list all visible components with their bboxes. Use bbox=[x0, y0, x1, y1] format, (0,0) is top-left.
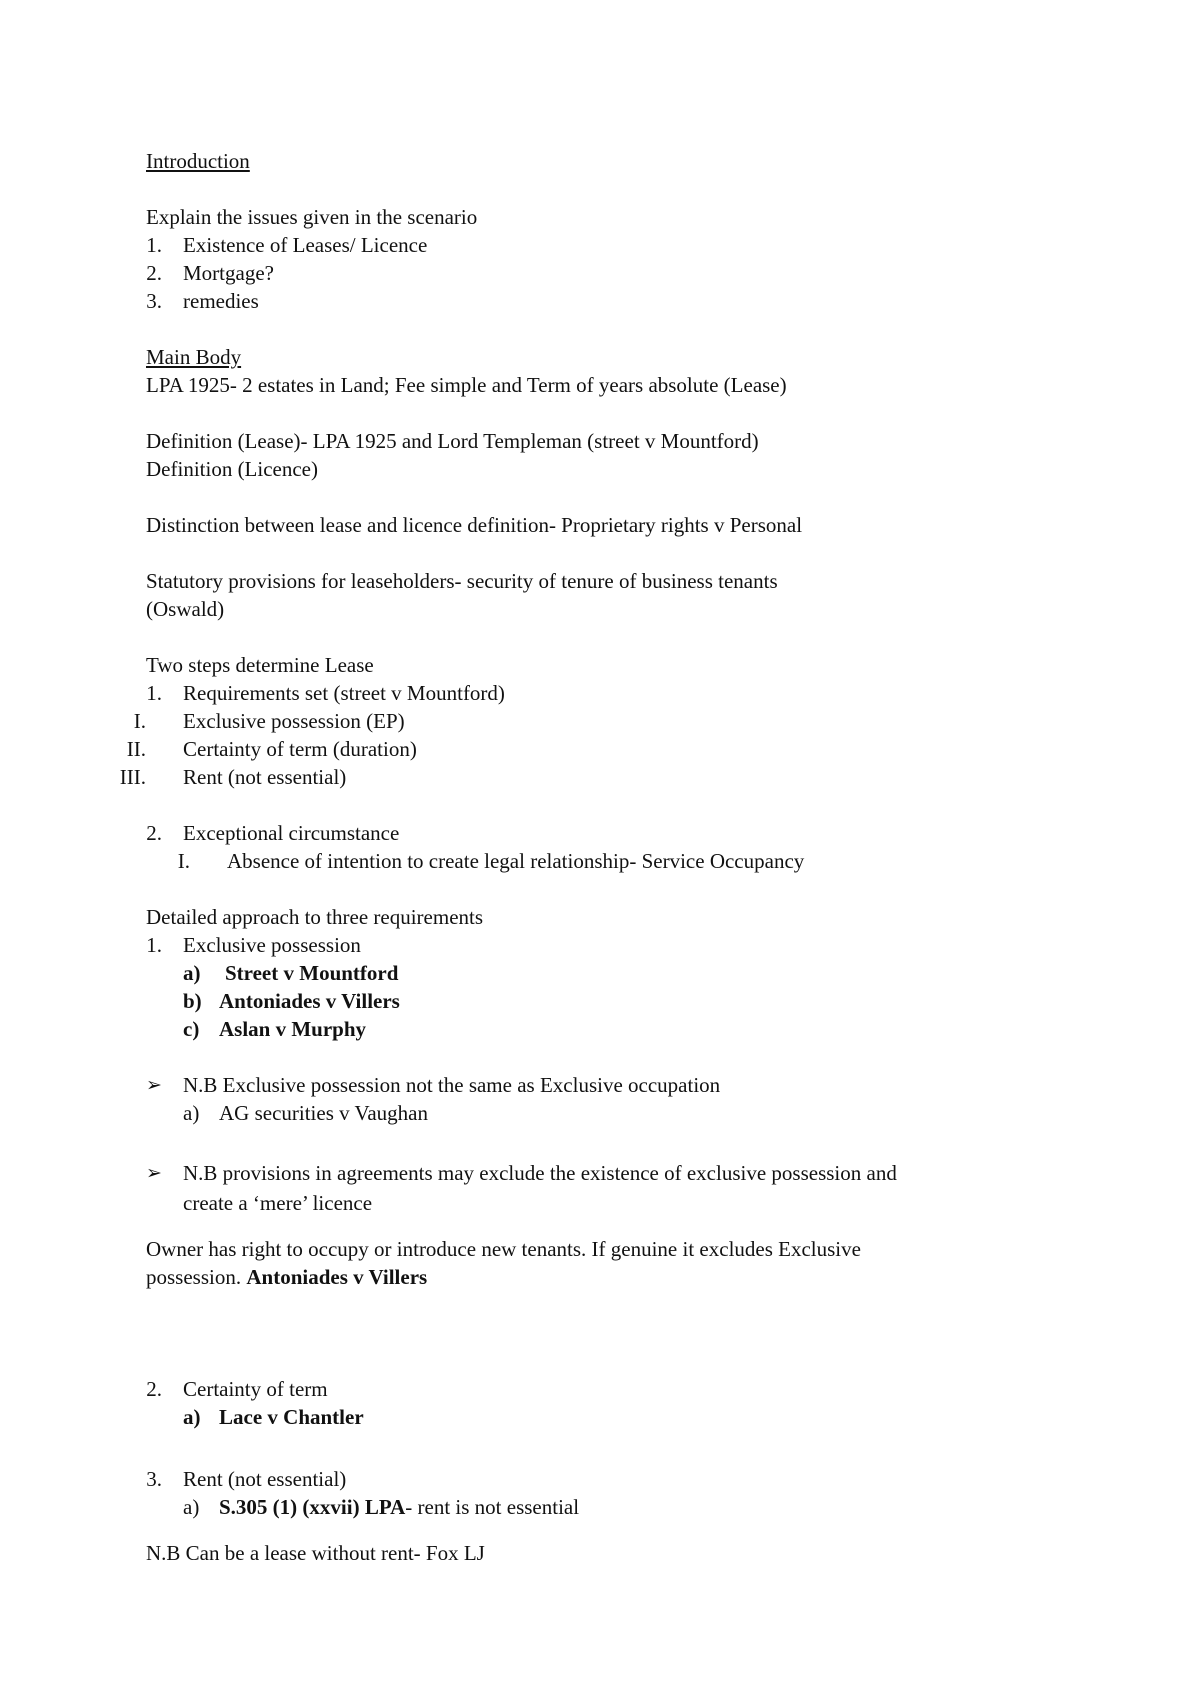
definition-lease: Definition (Lease)- LPA 1925 and Lord Templeman (street v Mountford) bbox=[146, 429, 759, 453]
list-marker: 3. bbox=[146, 289, 162, 313]
list-item: Certainty of term bbox=[183, 1377, 328, 1401]
case-marker: b) bbox=[183, 989, 202, 1013]
list-item: Rent (not essential) bbox=[183, 1467, 347, 1491]
note-line-cont: create a ‘mere’ licence bbox=[183, 1191, 373, 1215]
intro-heading: Introduction bbox=[146, 149, 250, 173]
list-item: Absence of intention to create legal relationship- Service Occupancy bbox=[227, 849, 805, 873]
distinction-line: Distinction between lease and licence definition- Proprietary rights v Personal bbox=[146, 513, 803, 537]
case-name: Antoniades v Villers bbox=[219, 989, 400, 1013]
intro-lead: Explain the issues given in the scenario bbox=[146, 205, 478, 229]
case-marker: a) bbox=[183, 1101, 200, 1125]
owner-line: Owner has right to occupy or introduce new tenants. If genuine it excludes Exclusive bbox=[146, 1237, 861, 1261]
list-marker: 1. bbox=[146, 681, 162, 705]
list-item: Mortgage? bbox=[183, 261, 274, 285]
case-name: Aslan v Murphy bbox=[219, 1017, 367, 1041]
list-item: remedies bbox=[183, 289, 259, 313]
case-marker: a) bbox=[183, 1405, 201, 1429]
statute-text: - rent is not essential bbox=[405, 1495, 580, 1519]
owner-text: possession. bbox=[146, 1265, 247, 1289]
list-item: Rent (not essential) bbox=[183, 765, 347, 789]
list-item: Exceptional circumstance bbox=[183, 821, 400, 845]
list-item: Existence of Leases/ Licence bbox=[183, 233, 428, 257]
statutory-line-cont: (Oswald) bbox=[146, 597, 225, 621]
owner-line-cont bbox=[146, 1263, 427, 1291]
list-marker: I. bbox=[133, 709, 146, 733]
detailed-lead: Detailed approach to three requirements bbox=[146, 905, 484, 929]
statutory-line: Statutory provisions for leaseholders- security of tenure of business tenants bbox=[146, 569, 778, 593]
arrow-bullet-icon: ➢ bbox=[146, 1074, 162, 1096]
list-item: Requirements set (street v Mountford) bbox=[183, 681, 505, 705]
case-name: AG securities v Vaughan bbox=[219, 1101, 428, 1125]
list-marker: 3. bbox=[146, 1467, 162, 1491]
list-marker: 2. bbox=[146, 821, 162, 845]
lpa-line: LPA 1925- 2 estates in Land; Fee simple and Term of years absolute (Lease) bbox=[146, 373, 787, 397]
case-marker: a) bbox=[183, 961, 201, 985]
list-marker: III. bbox=[119, 765, 146, 789]
list-item: Exclusive possession bbox=[183, 933, 361, 957]
list-marker: 2. bbox=[146, 261, 162, 285]
note-line: N.B provisions in agreements may exclude the existence of exclusive possession and bbox=[183, 1161, 897, 1185]
note-line: N.B Exclusive possession not the same as Exclusive occupation bbox=[183, 1073, 721, 1097]
main-heading: Main Body bbox=[146, 345, 242, 369]
case-marker: c) bbox=[183, 1017, 200, 1041]
list-marker: 1. bbox=[146, 933, 162, 957]
list-item: Certainty of term (duration) bbox=[183, 737, 417, 761]
case-name: Antoniades v Villers bbox=[246, 1265, 428, 1289]
list-marker: 1. bbox=[146, 233, 162, 257]
list-marker: 2. bbox=[146, 1377, 162, 1401]
arrow-bullet-icon: ➢ bbox=[146, 1162, 162, 1184]
definition-licence: Definition (Licence) bbox=[146, 457, 318, 481]
case-marker: a) bbox=[183, 1495, 200, 1519]
final-note: N.B Can be a lease without rent- Fox LJ bbox=[146, 1541, 485, 1565]
statute-ref: S.305 (1) (xxvii) LPA bbox=[219, 1495, 406, 1519]
case-name: Street v Mountford bbox=[225, 961, 399, 985]
list-marker: II. bbox=[126, 737, 146, 761]
two-steps-lead: Two steps determine Lease bbox=[146, 653, 374, 677]
list-marker: I. bbox=[177, 849, 190, 873]
list-item: Exclusive possession (EP) bbox=[183, 709, 405, 733]
statute-line bbox=[219, 1493, 579, 1521]
case-name: Lace v Chantler bbox=[219, 1405, 364, 1429]
